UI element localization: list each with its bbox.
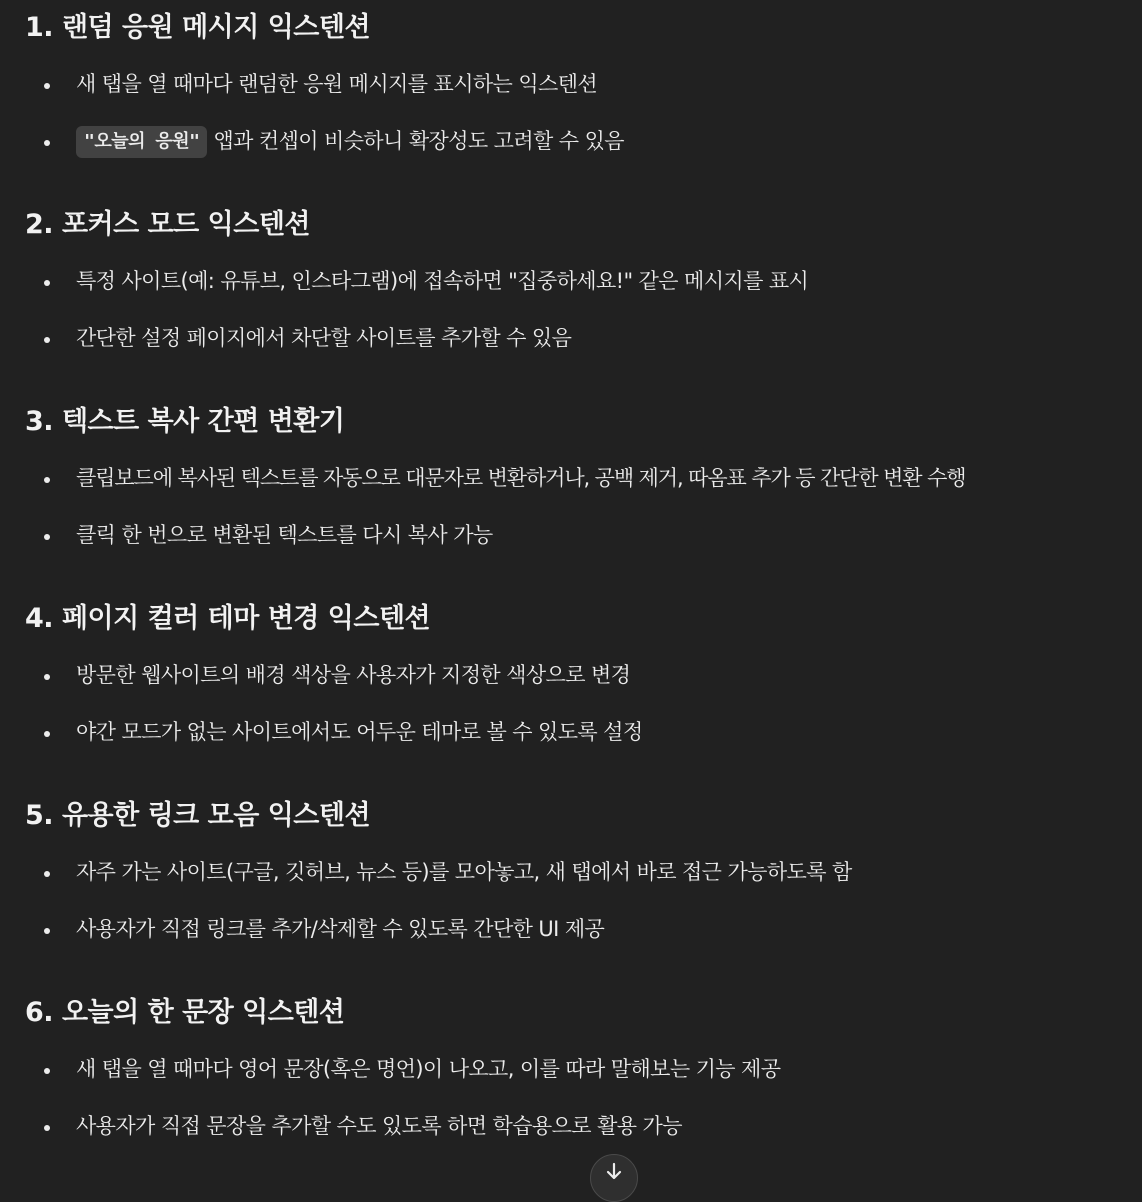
list-item [25, 844, 1130, 901]
bullet-dot [44, 280, 50, 286]
section-heading: 2. 포커스 모드 익스텐션 [25, 209, 310, 240]
list-item [25, 310, 1130, 367]
list-item-text: 클립보드에 복사된 텍스트를 자동으로 대문자로 변환하거나, 공백 제거, 따옴표 추가 등 간단한 변환 수행 [76, 466, 966, 490]
list-item [25, 507, 1130, 564]
bullet-list [25, 647, 1130, 761]
bullet-dot [44, 674, 50, 680]
list-item [25, 647, 1130, 704]
list-item [25, 253, 1130, 310]
spacer [25, 170, 1130, 197]
section-heading: 1. 랜덤 응원 메시지 익스텐션 [25, 12, 371, 43]
bullet-list [25, 253, 1130, 367]
spacer [25, 367, 1130, 394]
list-item [25, 56, 1130, 113]
list-item [25, 901, 1130, 958]
arrow-down-icon [603, 1161, 625, 1183]
list-item-text: 사용자가 직접 문장을 추가할 수도 있도록 하면 학습용으로 활용 가능 [76, 1114, 682, 1138]
bullet-list [25, 1041, 1130, 1155]
list-item-text: 특정 사이트(예: 유튜브, 인스타그램)에 접속하면 "집중하세요!" 같은 메시지를 표시 [76, 269, 809, 293]
list-item-text: 새 탭을 열 때마다 영어 문장(혹은 명언)이 나오고, 이를 따라 말해보는 기능 제공 [76, 1057, 781, 1081]
bullet-dot [44, 1125, 50, 1131]
bullet-list [25, 450, 1130, 564]
list-item-text: 방문한 웹사이트의 배경 색상을 사용자가 지정한 색상으로 변경 [76, 663, 631, 687]
section-heading: 4. 페이지 컬러 테마 변경 익스텐션 [25, 603, 431, 634]
section-1 [25, 0, 1130, 170]
list-item-text: 새 탭을 열 때마다 랜덤한 응원 메시지를 표시하는 익스텐션 [76, 72, 598, 96]
bullet-list [25, 56, 1130, 170]
bullet-dot [44, 140, 50, 146]
spacer [25, 958, 1130, 985]
bullet-dot [44, 337, 50, 343]
list-item [25, 1041, 1130, 1098]
section-heading: 6. 오늘의 한 문장 익스텐션 [25, 997, 345, 1028]
list-item-text: 야간 모드가 없는 사이트에서도 어두운 테마로 볼 수 있도록 설정 [76, 720, 643, 744]
bullet-list [25, 844, 1130, 958]
bullet-dot [44, 1068, 50, 1074]
list-item [25, 113, 1130, 170]
spacer [25, 564, 1130, 591]
bullet-dot [44, 83, 50, 89]
list-item-text: 간단한 설정 페이지에서 차단할 사이트를 추가할 수 있음 [76, 326, 572, 350]
assistant-message [25, 0, 1130, 1155]
bullet-dot [44, 731, 50, 737]
list-item [25, 704, 1130, 761]
section-6 [25, 985, 1130, 1155]
list-item [25, 1098, 1130, 1155]
scroll-to-bottom-button[interactable] [590, 1154, 638, 1202]
section-heading: 3. 텍스트 복사 간편 변환기 [25, 406, 345, 437]
spacer [25, 761, 1130, 788]
section-heading: 5. 유용한 링크 모음 익스텐션 [25, 800, 371, 831]
section-3 [25, 394, 1130, 564]
list-item-text: 자주 가는 사이트(구글, 깃허브, 뉴스 등)를 모아놓고, 새 탭에서 바로 접근 가능하도록 함 [76, 860, 852, 884]
bullet-dot [44, 871, 50, 877]
list-item [25, 450, 1130, 507]
list-item-text: 사용자가 직접 링크를 추가/삭제할 수 있도록 간단한 UI 제공 [76, 917, 605, 941]
section-5 [25, 788, 1130, 958]
list-item-text: 클릭 한 번으로 변환된 텍스트를 다시 복사 가능 [76, 523, 493, 547]
bullet-dot [44, 477, 50, 483]
bullet-dot [44, 534, 50, 540]
section-2 [25, 197, 1130, 367]
bullet-dot [44, 928, 50, 934]
list-item-text: 앱과 컨셉이 비슷하니 확장성도 고려할 수 있음 [213, 129, 624, 153]
inline-code: "오늘의 응원" [76, 126, 207, 158]
section-4 [25, 591, 1130, 761]
